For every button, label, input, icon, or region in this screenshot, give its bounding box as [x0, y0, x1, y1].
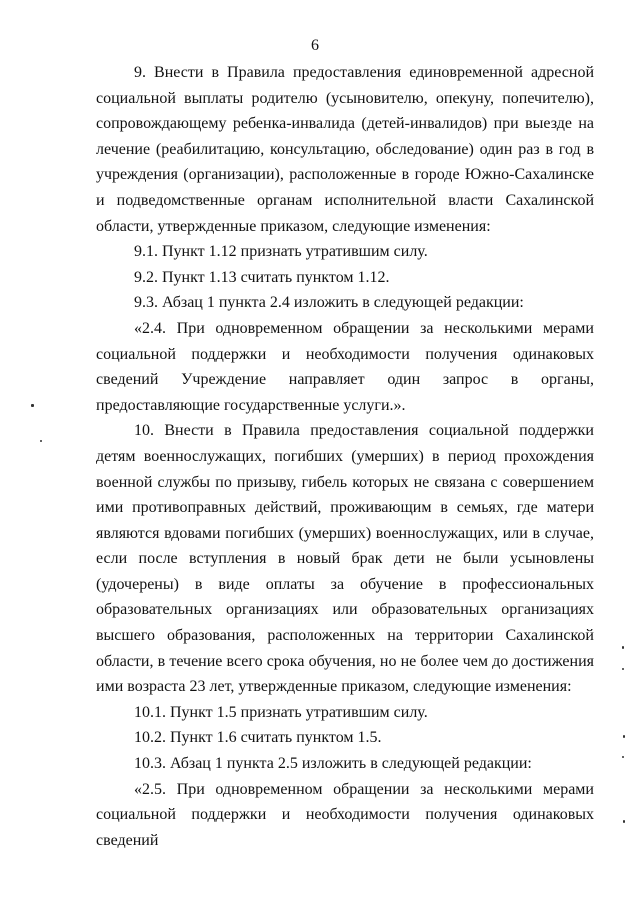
paragraph-10-2: 10.2. Пункт 1.6 считать пунктом 1.5.	[134, 729, 382, 747]
quote-2-5: «2.5. При одновременном обращении за несколькими мерами социальной поддержки и необходимости получения одинаковых сведений	[96, 780, 594, 849]
paragraph-9-3: 9.3. Абзац 1 пункта 2.4 изложить в следующей редакции:	[134, 294, 524, 312]
scan-speck	[622, 756, 624, 758]
paragraph-10: 10. Внести в Правила предоставления социальной поддержки детям военнослужащих, погибших (умерших) в период прохождения военной службы по призыву, гибель которых не связана с совершением ими противоправных действий, проживающим в семьях, где матери являются вдовами погибших (умерших) военнослужащих, или в случае, если после вступления в новый брак дети не были усыновлены (удочерены) в виде оплаты за обучение в профессиональных образовательных организациях или образовательных организациях высшего образования, расположенных на территории Сахалинской области, в течение всего срока обучения, но не более чем до достижения ими возраста 23 лет, утвержденные приказом, следующие изменения:	[96, 422, 594, 696]
paragraph-10-3: 10.3. Абзац 1 пункта 2.5 изложить в следующей редакции:	[134, 755, 532, 773]
scan-speck	[623, 820, 625, 823]
paragraph-9: 9. Внести в Правила предоставления единовременной адресной социальной выплаты родителю (усыновителю, опекуну, попечителю), сопровождающему ребенка-инвалида (детей-инвалидов) при выезде на лечение (реабилитацию, консультацию, обследование) один раз в год в учреждения (организации), расположенные в городе Южно-Сахалинске и подведомственные органам исполнительной власти Сахалинской области, утвержденные приказом, следующие изменения:	[96, 64, 594, 235]
page-number: 6	[311, 37, 319, 54]
quote-2-4: «2.4. При одновременном обращении за несколькими мерами социальной поддержки и необходимости получения одинаковых сведений Учреждение направляет один запрос в органы, предоставляющие государственные услуги.».	[96, 319, 594, 414]
paragraph-9-1: 9.1. Пункт 1.12 признать утратившим силу.	[134, 243, 428, 261]
scan-speck	[31, 404, 34, 407]
scan-speck	[40, 440, 42, 442]
scan-speck	[622, 646, 624, 649]
paragraph-9-2: 9.2. Пункт 1.13 считать пунктом 1.12.	[134, 268, 390, 286]
paragraph-10-1: 10.1. Пункт 1.5 признать утратившим силу.	[134, 703, 428, 721]
scan-speck	[622, 668, 624, 670]
scan-speck	[623, 735, 625, 738]
document-body	[96, 60, 594, 853]
